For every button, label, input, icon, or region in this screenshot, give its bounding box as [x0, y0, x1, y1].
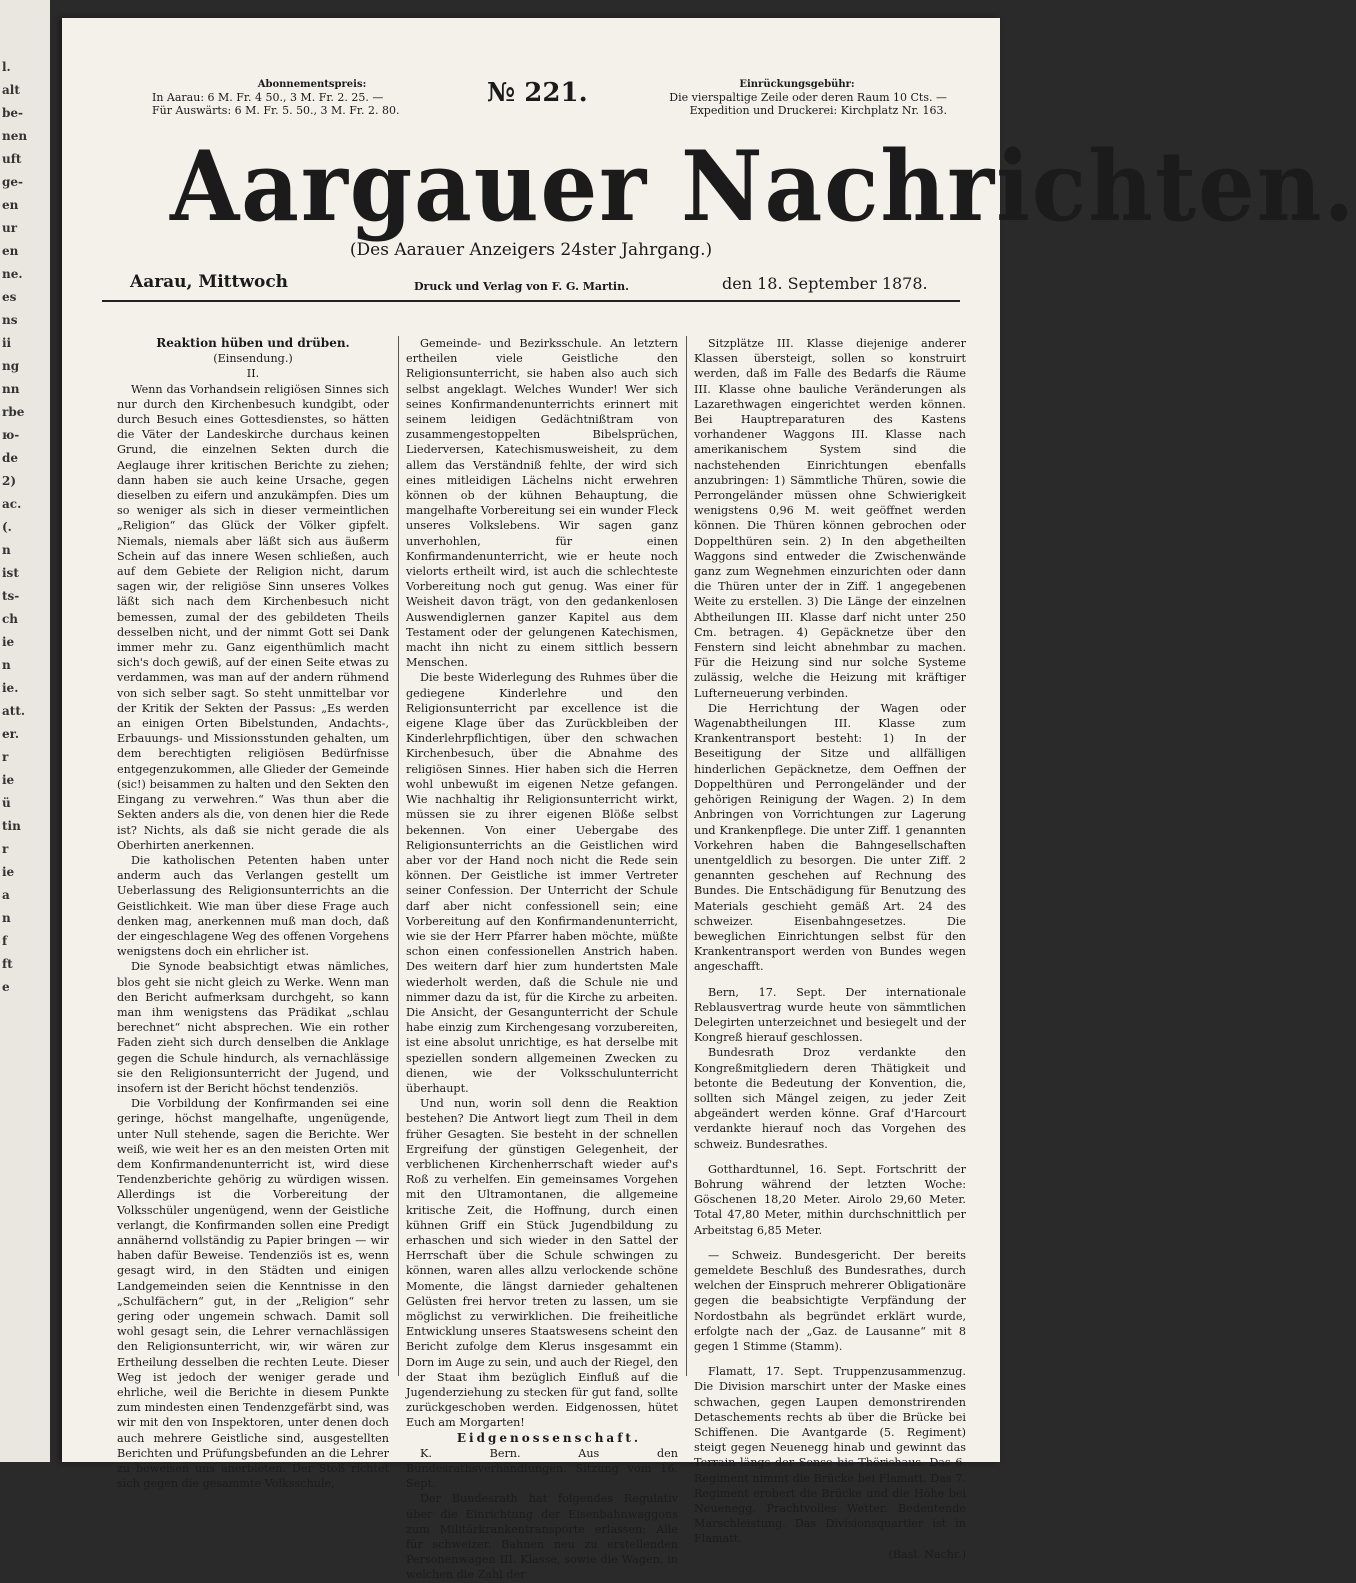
paragraph: Gotthardtunnel, 16. Sept. Fortschritt der Bohrung während der letzten Woche: Göschenen 18,20 Meter. Airolo 29,60 Meter. Total 47,80 Meter, mithin durchschnittlich per Arbeitstag 6,85 Meter. [694, 1162, 966, 1237]
previous-page-fragment: rbe [2, 405, 25, 419]
masthead-subtitle: (Des Aarauer Anzeigers 24ster Jahrgang.) [349, 240, 713, 260]
fee-line-1: Die vierspaltige Zeile oder deren Raum 10 Cts. — [669, 91, 947, 104]
column-2 [406, 336, 678, 1582]
previous-page-fragment: es [2, 290, 17, 304]
column-divider [398, 336, 399, 1376]
paragraph: Die beste Widerlegung des Ruhmes über die gediegene Kinderlehre und den Religionsunterricht par excellence ist die eigene Klage über das Zurückbleiben der Kinderlehrpflichtigen, über den schwachen Kirchenbesuch, über die Abnahme des religiösen Sinnes. Hier haben sich die Herren wohl unbewußt im eigenen Netze gefangen. Wie nachhaltig ihr Religionsunterricht wirkt, müssen sie zu ihrer eigenen Blöße selbst bekennen. Von einer Uebergabe des Religionsunterrichts an die Geistlichen wird aber vor der Hand noch nicht die Rede sein können. Der Geistliche ist immer Vertreter seiner Confession. Der Unterricht der Schule darf aber nicht confessionell sein; eine Vorbereitung auf den Konfirmandenunterricht, wie sie der Herr Pfarrer haben möchte, müßte schon einen confessionellen Anstrich haben. Des weitern darf hier zum hundertsten Male wiederholt werden, daß die Schule nie und nimmer dazu da ist, für die Kirche zu arbeiten. Die Ansicht, der Gesangunterricht der Schule habe einzig zum Kirchengesang vorzubereiten, ist eine absolut unrichtige, es hat derselbe mit speziellen sondern allgemeinen Zwecken zu dienen, wie der Volksschulunterricht überhaupt. [406, 671, 678, 1095]
previous-page-fragment: ii [2, 336, 12, 350]
previous-page-fragment: tin [2, 819, 21, 833]
column-3 [694, 336, 966, 1561]
previous-page-fragment: er. [2, 727, 20, 741]
article-subheading: (Einsendung.) [213, 352, 293, 366]
paragraph: Die katholischen Petenten haben unter anderm auch das Verlangen gestellt um Ueberlassung des Religionsunterrichts an die Geistlichkeit. Wie man über diese Frage auch denken mag, anerkennen muß man doch, daß der eingeschlagene Weg des offenen Vorgehens wenigstens doch ein ehrlicher ist. [117, 853, 389, 959]
header-rule [102, 300, 960, 302]
previous-page-fragment: n [2, 543, 11, 557]
previous-page-fragment: ist [2, 566, 19, 580]
previous-page-fragment: ts- [2, 589, 20, 603]
section-title: Eidgenossenschaft. [456, 1430, 642, 1445]
paragraph: Die Synode beabsichtigt etwas nämliches, blos geht sie nicht gleich zu Werke. Wenn man den Bericht aufmerksam durchgeht, so kann man ihm wenigstens das Prädikat „schlau berechnet“ nicht absprechen. Wie ein rother Faden zieht sich durch denselben die Anklage gegen die Schule hindurch, als vernachlässige sie den Religionsunterricht der Jugend, und insofern ist der Bericht höchst tendenziös. [117, 960, 389, 1095]
article-heading: Reaktion hüben und drüben. [156, 336, 350, 350]
previous-page-fragment: f [2, 934, 8, 948]
previous-page-fragment: e [2, 980, 10, 994]
fee-box [647, 78, 947, 117]
previous-page-fragment: ю- [2, 428, 20, 442]
previous-page-fragment: be- [2, 106, 24, 120]
previous-page-edge [0, 0, 50, 1462]
previous-page-fragment: en [2, 198, 19, 212]
previous-page-fragment: ie. [2, 681, 19, 695]
column-divider [686, 336, 687, 1376]
source-credit: (Basl. Nachr.) [888, 1547, 966, 1561]
paragraph: Die Vorbildung der Konfirmanden sei eine geringe, höchst mangelhafte, ungenügende, unter Null stehende, sagen die Berichte. Wer weiß, wie weit her es an den meisten Orten mit dem Konfirmandenunterricht ist, wird diese Tendenzberichte gehörig zu würdigen wissen. Allerdings ist die Vorbereitung der Volksschüler ungenügend, wenn der Geistliche verlangt, die Konfirmanden sollen eine Predigt annähernd vollständig zu Papier bringen — wir haben dafür Beweise. Tendenziös ist es, wenn gesagt wird, in den Städten und einigen Landgemeinden seien die Kenntnisse in den „Schulfächern“ gut, in der „Religion“ sehr gering oder ungemein schwach. Damit soll wohl gesagt sein, die Lehrer vernachlässigen den Religionsunterricht, wir, wir wären zur Ertheilung desselben die rechten Leute. Dieser Weg ist jedoch der weniger gerade und ehrliche, weil die Berichte in diesem Punkte zum mindesten einen Tendenzgefärbt sind, was wir mit den von Inspektoren, unter denen doch auch mehrere Geistliche sind, ausgestellten Berichten und Prüfungsbefunden an die Lehrer zu beweisen uns anerbieten. Der Stoß richtet sich gegen die gesammte Volksschule, [117, 1097, 389, 1491]
subscription-line-1: In Aarau: 6 M. Fr. 4 50., 3 M. Fr. 2. 25. — [152, 91, 384, 104]
fee-line-2: Expedition und Druckerei: Kirchplatz Nr. 163. [689, 104, 947, 117]
previous-page-fragment: (. [2, 520, 12, 534]
previous-page-fragment: ac. [2, 497, 22, 511]
previous-page-fragment: ie [2, 865, 15, 879]
previous-page-fragment: alt [2, 83, 20, 97]
previous-page-fragment: ü [2, 796, 11, 810]
subscription-title: Abonnementspreis: [257, 79, 367, 90]
newspaper-page [62, 18, 1356, 1582]
article-part-number: II. [246, 367, 260, 381]
paragraph: Sitzplätze III. Klasse diejenige anderer Klassen übersteigt, sollen so konstruirt werden, daß im Falle des Bedarfs die Räume III. Klasse ohne bauliche Veränderungen als Lazarethwagen eingerichtet werden können. Bei Hauptreparaturen des Kastens vorhandener Waggons III. Klasse nach amerikanischem System sind die nachstehenden Einrichtungen ebenfalls anzubringen: 1) Sämmtliche Thüren, sowie die Perrongeländer müssen ohne Schwierigkeit wenigstens 0,96 M. weit geöffnet werden können. Die Thüren können gebrochen oder Doppelthüren sein. 2) In den abgetheilten Waggons sind entweder die Zwischenwände ganz zum Wegnehmen einzurichten oder dann die Thüren unter der in Ziff. 1 angegebenen Weite zu erstellen. 3) Die Länge der einzelnen Abtheilungen III. Klasse darf nicht unter 250 Cm. betragen. 4) Gepäcknetze über den Fenstern sind leicht abnehmbar zu machen. Für die Heizung sind nur solche Systeme zulässig, welche die Heizung mit kräftiger Lufterneuerung verbinden. [694, 337, 966, 700]
previous-page-fragment: l. [2, 60, 11, 74]
column-1 [117, 336, 389, 1491]
previous-page-fragment: att. [2, 704, 26, 718]
paragraph: Flamatt, 17. Sept. Truppenzusammenzug. Die Division marschirt unter der Maske eines schwachen, gegen Laupen demonstrirenden Detaschements rechts ab über die Brücke bei Schiffenen. Die Avantgarde (5. Regiment) steigt gegen Neuenegg hinab und gewinnt das Terrain längs der Sense bis Thörishaus. Das 6. Regiment nimmt die Brücke bei Flamatt. Das 7. Regiment erobert die Brücke und die Höhe bei Neuenegg. Prachtvolles Wetter. Bedeutende Marschleistung. Das Divisionsquartier ist in Flamatt. [694, 1365, 966, 1546]
previous-page-fragment: ge- [2, 175, 24, 189]
fee-title: Einrückungsgebühr: [739, 79, 855, 90]
previous-page-fragment: ie [2, 635, 15, 649]
paragraph: Der Bundesrath hat folgendes Regulativ über die Einrichtung der Eisenbahnwaggons zum Militärkrankentransporte erlassen: Alle für schweizer. Bahnen neu zu erstellenden Personenwagen III. Klasse, sowie die Wagen, in welchen die Zahl der [406, 1492, 678, 1582]
previous-page-fragment: nn [2, 382, 20, 396]
previous-page-fragment: uft [2, 152, 22, 166]
previous-page-fragment: ie [2, 773, 15, 787]
previous-page-fragment: ns [2, 313, 18, 327]
subscription-line-2: Für Auswärts: 6 M. Fr. 5. 50., 3 M. Fr. 2. 80. [152, 104, 400, 117]
paragraph: Bern, 17. Sept. Der internationale Reblausvertrag wurde heute von sämmtlichen Delegirten unterzeichnet und besiegelt und der Kongreß hierauf geschlossen. [694, 985, 966, 1045]
previous-page-fragment: de [2, 451, 19, 465]
previous-page-fragment: 2) [2, 474, 17, 488]
masthead-title: Aargauer Nachrichten. [170, 130, 1356, 243]
previous-page-fragment: ft [2, 957, 13, 971]
issue-date: den 18. September 1878. [722, 274, 928, 293]
place-and-day: Aarau, Mittwoch [130, 272, 289, 292]
previous-page-fragment: n [2, 658, 11, 672]
previous-page-fragment: ch [2, 612, 19, 626]
previous-page-fragment: ng [2, 359, 20, 373]
paragraph: K. Bern. Aus den Bundesrathsverhandlungen. Sitzung vom 16. Sept. [406, 1446, 678, 1491]
previous-page-fragment: ne. [2, 267, 23, 281]
previous-page-fragment: n [2, 911, 11, 925]
paragraph: Wenn das Vorhandsein religiösen Sinnes sich nur durch den Kirchenbesuch kundgibt, oder durch Besuch eines Gottesdienstes, so hätten die Väter der Landeskirche durchaus keinen Grund, die einzelnen Sekten durch die Aeglauge ihrer kritischen Berichte zu ziehen; dann haben sie auch keine Ursache, gegen dieselben zu eifern und anzukämpfen. Dies um so weniger als sich in dieser vermeintlichen „Religion“ das Glück der Völker gipfelt. Niemals, niemals aber läßt sich aus äußerm Schein auf das innere Wesen schließen, auch auf dem Gebiete der Religion nicht, darum sagen wir, der religiöse Sinn unseres Volkes läßt sich nach dem Kirchenbesuch nicht bemessen, zumal der des gebildeten Theils desselben nicht, und der nimmt Gott sei Dank immer mehr zu. Ganz eigenthümlich macht sich's doch gewiß, auf der einen Seite etwas zu verdammen, was man auf der andern rühmend von sich selber sagt. So steht unmittelbar vor der Kritik der Sekten der Passus: „Es werden an einigen Orten Bibelstunden, Andachts-, Erbauungs- und Missionsstunden gehalten, um dem berechtigten religiösen Bedürfnisse entgegenzukommen, alle Glieder der Gemeinde (sic!) beisammen zu halten und den Sekten den Eingang zu verwehren.“ Was thun aber die Sekten anders als die, von denen hier die Rede ist? Nichts, als daß sie nicht gerade die als Oberhirten anerkennen. [117, 382, 389, 852]
previous-page-fragment: ur [2, 221, 18, 235]
printer-line: Druck und Verlag von F. G. Martin. [414, 280, 629, 293]
paragraph: — Schweiz. Bundesgericht. Der bereits gemeldete Beschluß des Bundesrathes, durch welchen der Einspruch mehrerer Obligationäre gegen die beabsichtigte Verpfändung der Nordostbahn als begründet erklärt wurde, erfolgte nach der „Gaz. de Lausanne“ mit 8 gegen 1 Stimme (Stamm). [694, 1248, 966, 1353]
paragraph: Gemeinde- und Bezirksschule. An letztern ertheilen viele Geistliche den Religionsunterricht, sie haben also auch sich selbst angeklagt. Welches Wunder! Wer sich seines Konfirmandenunterrichts erinnert mit seinem leidigen Gedächtnißtram von zusammengestoppelten Bibelsprüchen, Liederversen, Katechismusweisheit, zu dem allem das Verständniß fehlte, der wird sich eines mitleidigen Lächelns nicht erwehren können ob der kühnen Behauptung, die mangelhafte Vorbereitung sei ein wunder Fleck unseres Volkslebens. Wir sagen ganz unverhohlen, für einen Konfirmandenunterricht, wie er heute noch vielorts ertheilt wird, ist auch die schlechteste Vorbereitung noch gut genug. Was einer für Weisheit davon trägt, von den gedankenlosen Auswendiglernen ganzer Kapitel aus dem Testament oder der gelungenen Katechismen, macht ihn nicht zu einem sittlich bessern Menschen. [406, 337, 678, 670]
issue-number: № 221. [487, 78, 588, 108]
subscription-box [152, 78, 472, 117]
previous-page-fragment: r [2, 842, 9, 856]
paragraph: Bundesrath Droz verdankte den Kongreßmitgliedern deren Thätigkeit und betonte die Bedeutung der Konvention, die, sollten sich Mängel zeigen, zu jeder Zeit abgeändert werden könne. Graf d'Harcourt verdankte hierauf noch das Vorgehen des schweiz. Bundesrathes. [694, 1046, 966, 1151]
previous-page-fragment: nen [2, 129, 28, 143]
paragraph: Und nun, worin soll denn die Reaktion bestehen? Die Antwort liegt zum Theil in dem früher Gesagten. Sie besteht in der schnellen Ergreifung der günstigen Gelegenheit, der verblichenen Kirchenherrschaft wieder auf's Roß zu verhelfen. Ein gemeinsames Vorgehen mit den Ultramontanen, die allgemeine kritische Zeit, die Hoffnung, durch einen kühnen Griff ein Stück Jugendbildung zu erhaschen und sich wieder in den Sattel der Herrschaft über die Schule schwingen zu können, waren alles allzu verlockende schöne Momente, die längst darnieder gehaltenen Gelüsten frei hervor treten zu lassen, um sie möglichst zu verwirklichen. Die freiheitliche Entwicklung unseres Staatswesens scheint den Bericht zufolge dem Klerus insgesammt ein Dorn im Auge zu sein, und auch der Riegel, den der Staat ihm bezüglich Einfluß auf die Jugenderziehung zu stecken für gut fand, sollte zurückgeschoben werden. Eidgenossen, hütet Euch am Morgarten! [406, 1097, 678, 1430]
previous-page-fragment: en [2, 244, 19, 258]
previous-page-fragment: r [2, 750, 9, 764]
paragraph: Die Herrichtung der Wagen oder Wagenabtheilungen III. Klasse zum Krankentransport besteht: 1) In der Beseitigung der Sitze und allfälligen hinderlichen Gepäcknetze, dem Oeffnen der Doppelthüren und Perrongeländer und der gehörigen Reinigung der Wagen. 2) In dem Anbringen von Vorrichtungen zur Lagerung und Krankenpflege. Die unter Ziff. 1 genannten Vorkehren haben die Bahngesellschaften unentgeldlich zu besorgen. Die unter Ziff. 2 genannten geschehen auf Rechnung des Bundes. Die Entschädigung für Benutzung des Materials geschieht gemäß Art. 24 des schweizer. Eisenbahngesetzes. Die beweglichen Einrichtungen selbst für den Krankentransport werden von Bundes wegen angeschafft. [694, 701, 966, 974]
previous-page-fragment: a [2, 888, 10, 902]
